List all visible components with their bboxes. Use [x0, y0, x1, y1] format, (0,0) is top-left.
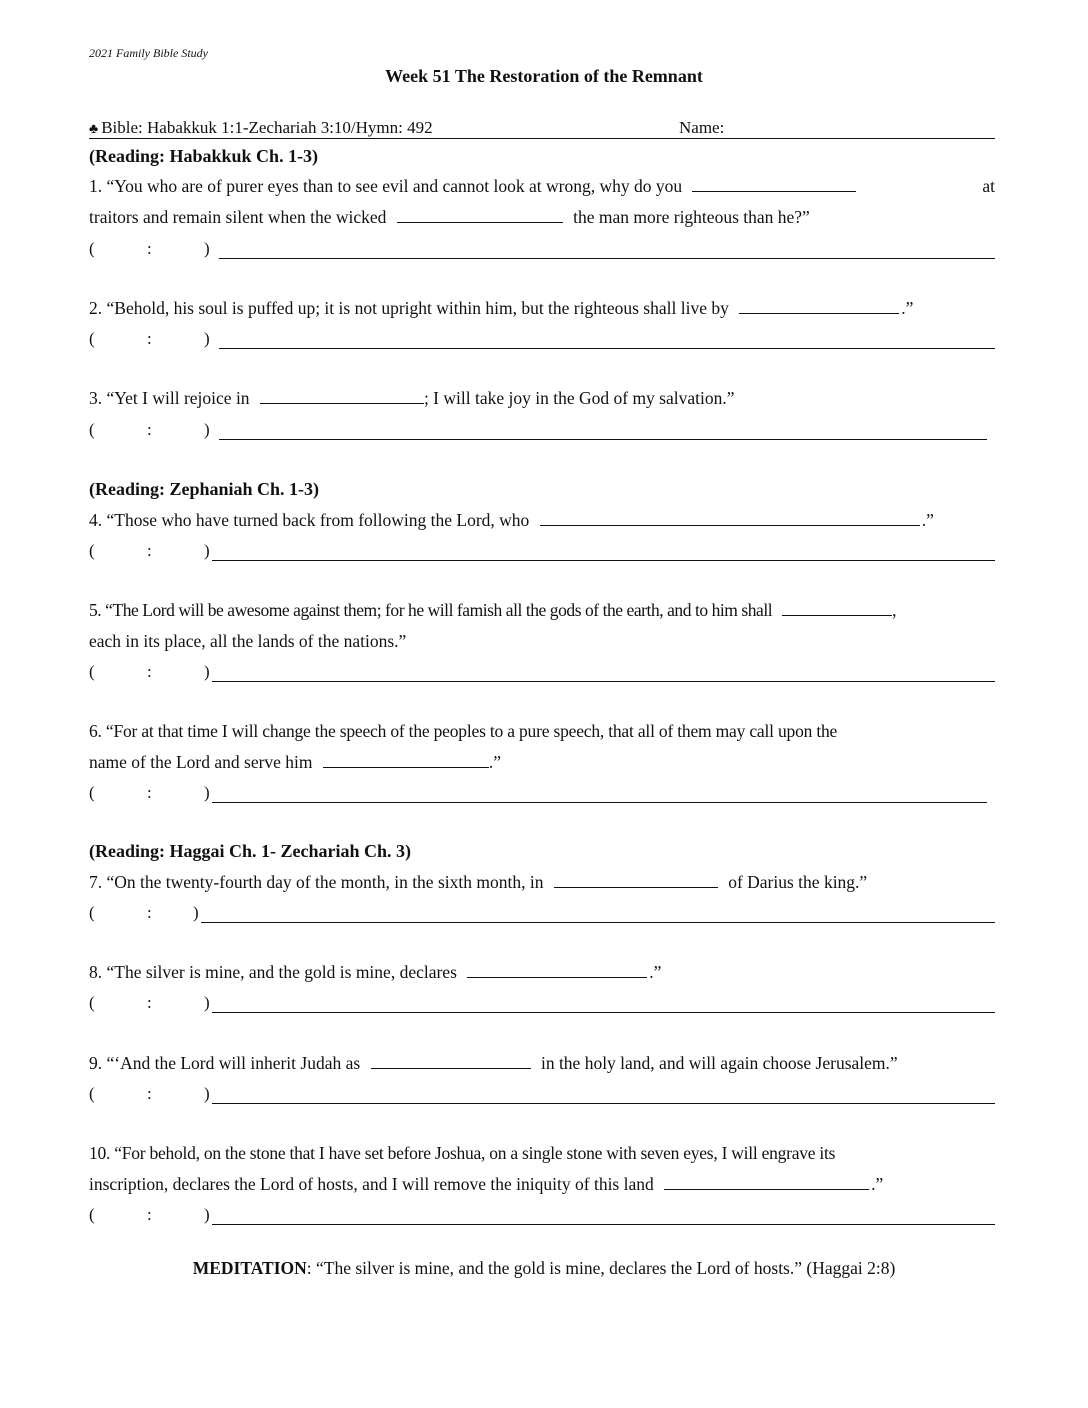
reference-field-6[interactable] [212, 802, 987, 803]
reference-line-4: ( : ) [89, 541, 995, 561]
answer-blank-9[interactable] [371, 1053, 531, 1069]
reference-line-5: ( : ) [89, 662, 995, 682]
question-5-line-1: 5. “The Lord will be awesome against them; for he will famish all the gods of the earth, and to him shall , [89, 600, 897, 620]
reference-field-5[interactable] [212, 681, 995, 682]
question-5-line-2: each in its place, all the lands of the nations.” [89, 631, 407, 651]
reference-line-10: ( : ) [89, 1205, 995, 1225]
question-9-line-1: 9. “‘And the Lord will inherit Judah as in the holy land, and will again choose Jerusalem.” [89, 1053, 898, 1073]
reference-field-8[interactable] [212, 1012, 995, 1013]
club-icon: ♣ [89, 122, 99, 137]
bible-reference [89, 118, 433, 138]
answer-blank-1a[interactable] [692, 176, 856, 192]
question-6-line-1: 6. “For at that time I will change the speech of the peoples to a pure speech, that all of them may call upon the [89, 721, 838, 741]
reference-field-3[interactable] [219, 439, 987, 440]
answer-blank-8[interactable] [467, 962, 647, 978]
meditation-label: MEDITATION [192, 1258, 307, 1278]
reference-field-1[interactable] [219, 258, 995, 259]
question-4-line-1: 4. “Those who have turned back from following the Lord, who .” [89, 510, 934, 530]
question-6-line-2: name of the Lord and serve him .” [89, 752, 502, 772]
reference-field-9[interactable] [212, 1103, 995, 1104]
question-1-line-2: traitors and remain silent when the wicked the man more righteous than he?” [89, 207, 810, 227]
section-heading-habakkuk: (Reading: Habakkuk Ch. 1-3) [89, 146, 319, 166]
question-7-line-1: 7. “On the twenty-fourth day of the month, in the sixth month, in of Darius the king.” [89, 872, 868, 892]
reference-line-9: ( : ) [89, 1084, 995, 1104]
name-label: Name: [679, 118, 725, 137]
answer-blank-10[interactable] [664, 1174, 869, 1190]
answer-blank-6[interactable] [323, 752, 489, 768]
question-3-line-1: 3. “Yet I will rejoice in ; I will take joy in the God of my salvation.” [89, 388, 735, 408]
question-1-line-1: 1. “You who are of purer eyes than to see evil and cannot look at wrong, why do you at [89, 176, 995, 196]
reference-line-7: ( : ) [89, 903, 995, 923]
meditation-line [0, 1258, 1088, 1279]
reference-field-4[interactable] [212, 560, 995, 561]
section-heading-zephaniah: (Reading: Zephaniah Ch. 1-3) [89, 479, 320, 499]
question-2-line-1: 2. “Behold, his soul is puffed up; it is not upright within him, but the righteous shall live by .” [89, 298, 914, 318]
section-heading-haggai-zechariah: (Reading: Haggai Ch. 1- Zechariah Ch. 3) [89, 841, 412, 861]
reference-field-7[interactable] [201, 922, 995, 923]
header-note: 2021 Family Bible Study [89, 46, 208, 60]
reference-field-2[interactable] [219, 348, 995, 349]
answer-blank-2[interactable] [739, 298, 899, 314]
question-8-line-1: 8. “The silver is mine, and the gold is mine, declares .” [89, 962, 662, 982]
question-10-line-1: 10. “For behold, on the stone that I have set before Joshua, on a single stone with seven eyes, I will engrave its [89, 1143, 836, 1163]
question-10-line-2: inscription, declares the Lord of hosts, and I will remove the iniquity of this land .” [89, 1174, 884, 1194]
answer-blank-3[interactable] [260, 388, 424, 404]
answer-blank-1b[interactable] [397, 207, 563, 223]
reference-line-8: ( : ) [89, 993, 995, 1013]
reference-line-1: ( : ) [89, 239, 995, 259]
answer-blank-5[interactable] [782, 600, 892, 616]
answer-blank-7[interactable] [554, 872, 718, 888]
page-title: Week 51 The Restoration of the Remnant [385, 66, 703, 86]
reference-line-2: ( : ) [89, 329, 995, 349]
reference-line-6: ( : ) [89, 783, 987, 803]
meditation-text: : “The silver is mine, and the gold is mine, declares the Lord of hosts.” (Haggai 2:8) [306, 1258, 896, 1278]
reference-line-3: ( : ) [89, 420, 987, 440]
answer-blank-4[interactable] [540, 510, 920, 526]
bible-label: Bible: Habakkuk 1:1-Zechariah 3:10/Hymn: 492 [101, 118, 433, 137]
meta-line [89, 118, 995, 139]
reference-field-10[interactable] [212, 1224, 995, 1225]
